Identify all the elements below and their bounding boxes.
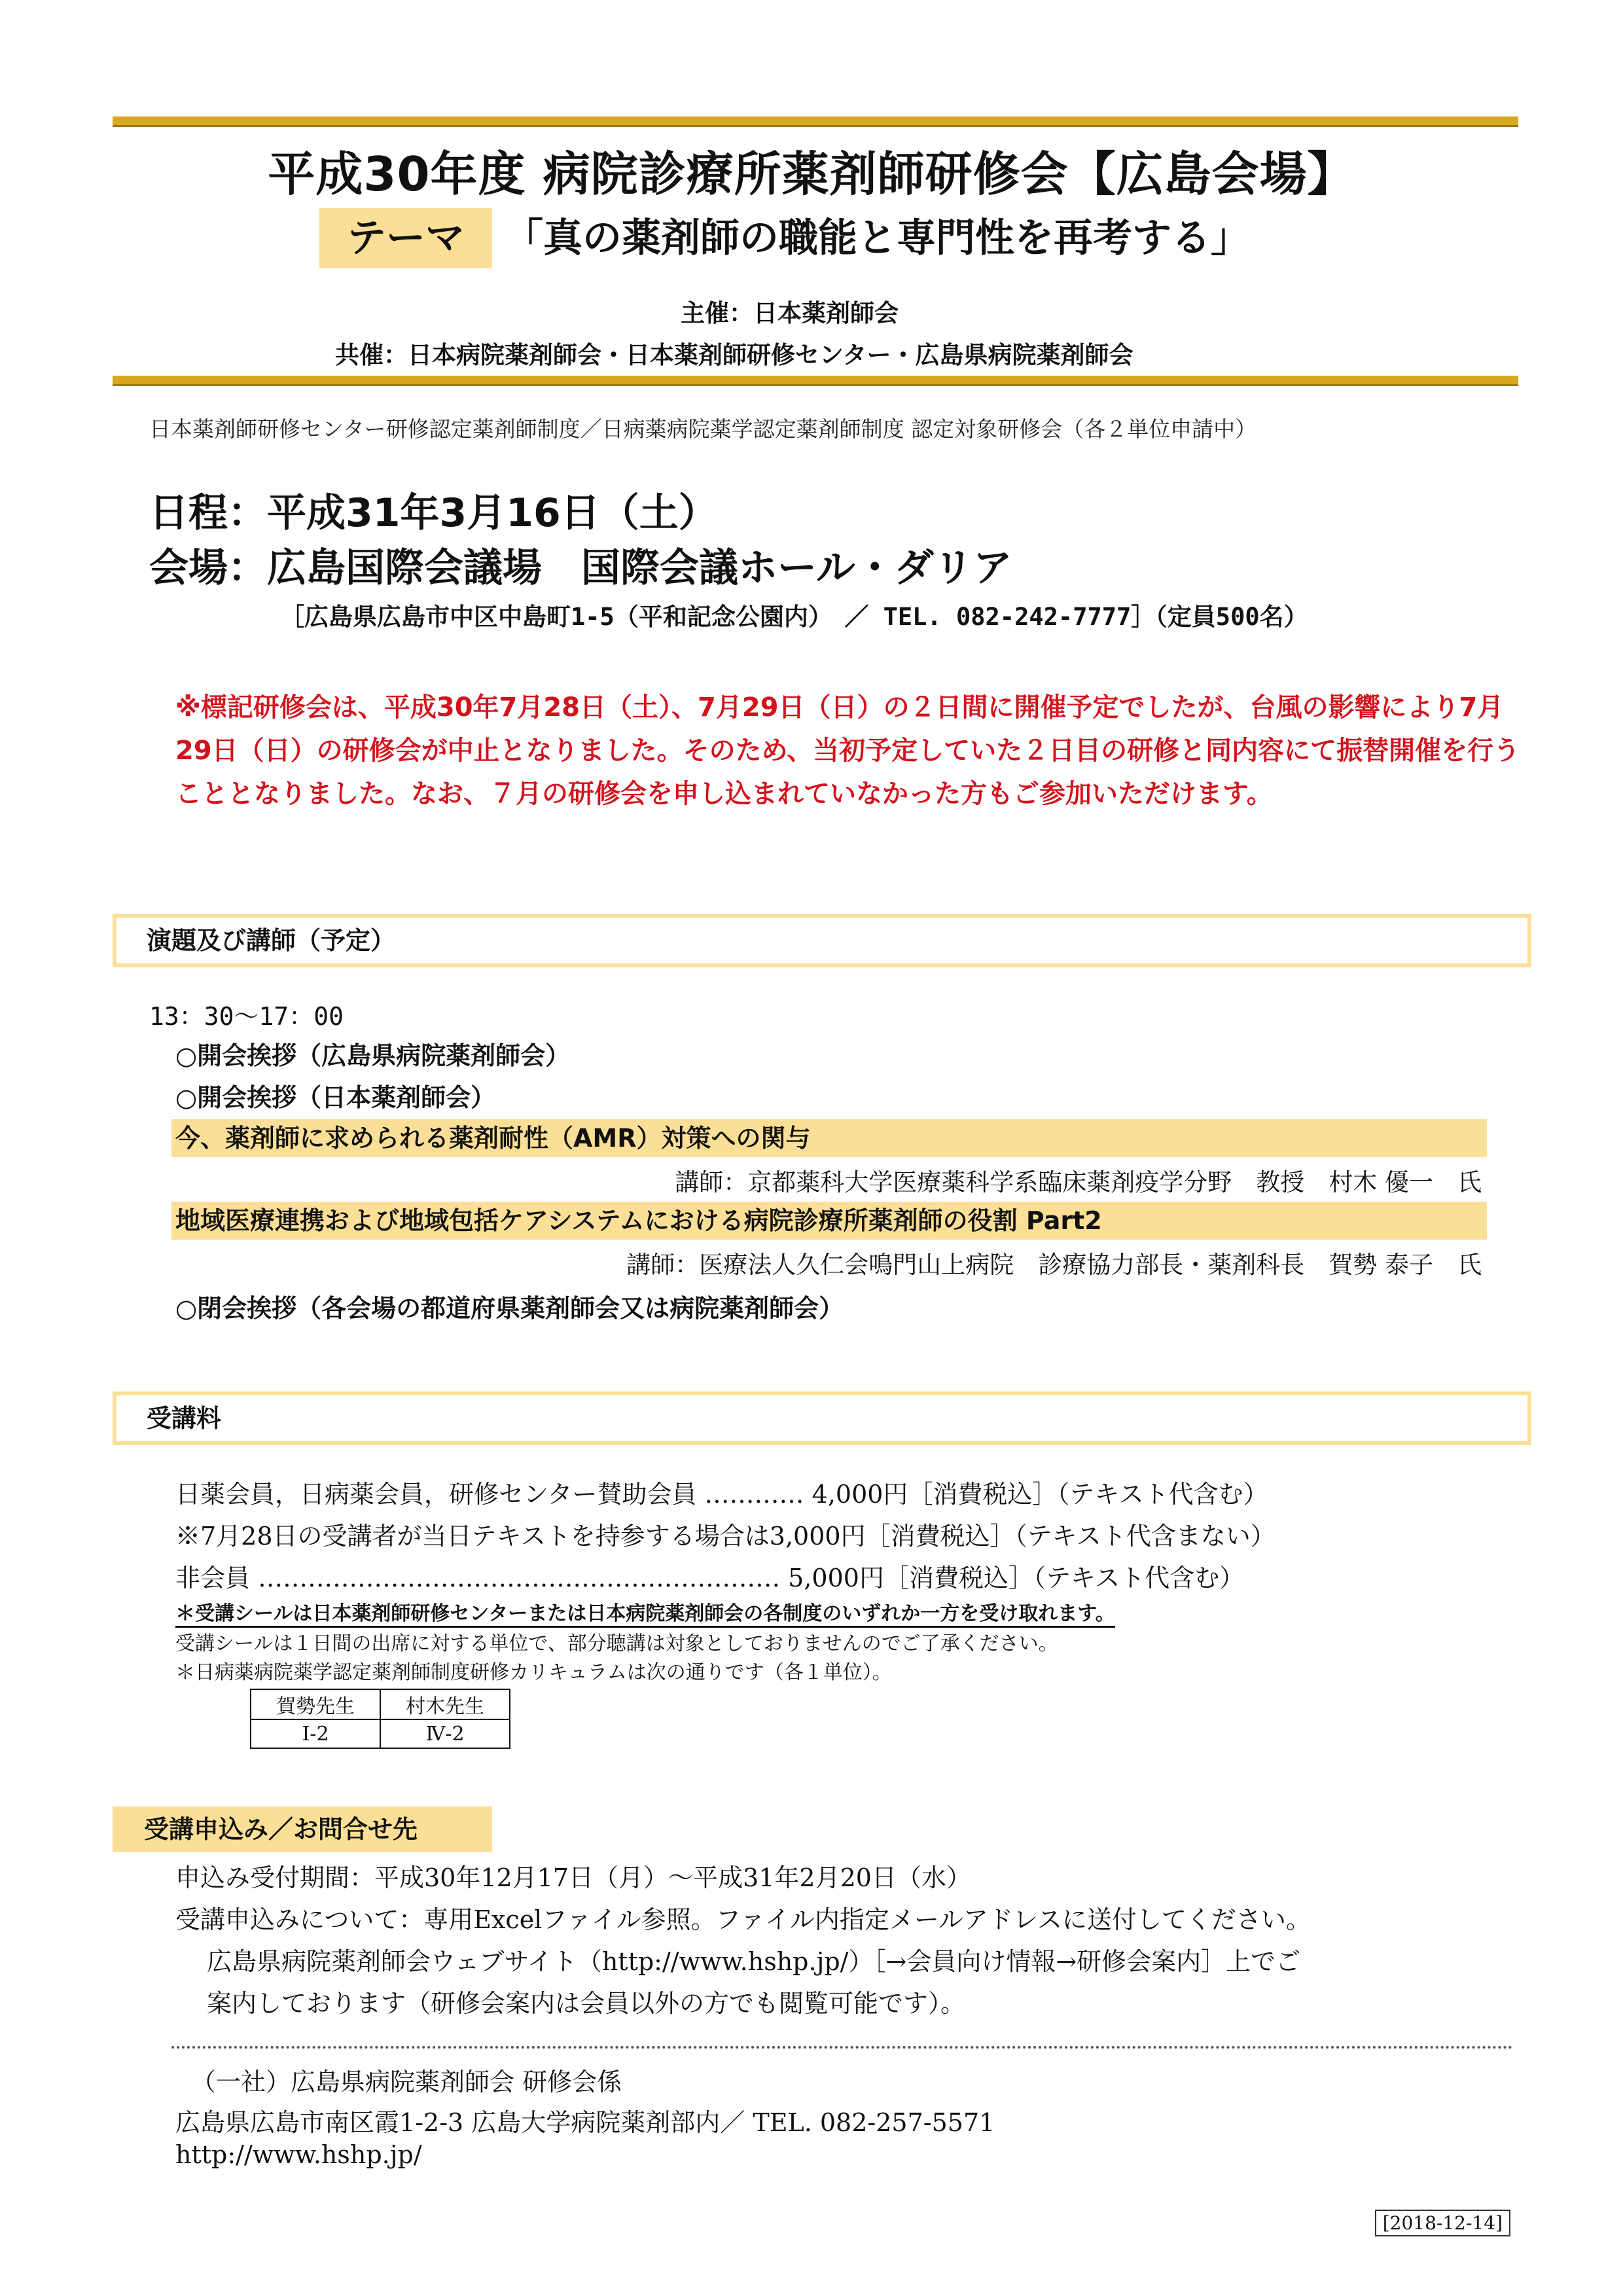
program-time: 13：30〜17：00: [149, 1002, 344, 1031]
venue-address: ［広島県広島市中区中島町1-5（平和記念公園内） ／ TEL. 082-242-7777］（定員500名）: [280, 603, 1308, 631]
program-section-label: 演題及び講師（予定）: [147, 926, 396, 955]
fee-section-header: [113, 1391, 1531, 1445]
event-venue: 会場：広島国際会議場 国際会議ホール・ダリア: [149, 545, 1012, 591]
bottom-gold-rule: [113, 376, 1518, 386]
theme-text: 「真の薬剤師の職能と専門性を再考する」: [504, 215, 1250, 261]
lecture-2-title: 地域医療連携および地域包括ケアシステムにおける病院診療所薬剤師の役割 Part2: [171, 1202, 1487, 1240]
fee-section-label: 受講料: [147, 1404, 222, 1433]
curriculum-header-muraki: 村木先生: [380, 1689, 510, 1719]
opening-remarks-1: ○開会挨拶（広島県病院薬剤師会）: [175, 1041, 571, 1070]
document-date: [2018-12-14]: [1375, 2210, 1510, 2236]
certification-note: 日本薬剤師研修センター研修認定薬剤師制度／日病薬病院薬学認定薬剤師制度 認定対象研修会（各２単位申請中）: [149, 416, 1257, 442]
fee-text-discount: ※7月28日の受講者が当日テキストを持参する場合は3,000円［消費税込］（テキスト代含まない）: [175, 1522, 1275, 1551]
fee-non-member: 非会員 ……………………………………………………… 5,000円［消費税込］（テキスト代含む）: [175, 1564, 1245, 1592]
curriculum-value-kase: Ⅰ-2: [251, 1719, 380, 1748]
organizer: 主催：日本薬剤師会: [681, 299, 899, 327]
rescheduling-notice: ※標記研修会は、平成30年7月28日（土）、7月29日（日）の２日間に開催予定でしたが、台風の影響により7月29日（日）の研修会が中止となりました。そのため、当初予定していた２日目の研修と同内容にて振替開催を行うこととなりました。なお、７月の研修会を申し込まれていなかった方もご参加いただけます。: [175, 692, 1520, 809]
contact-url[interactable]: http://www.hshp.jp/: [175, 2140, 422, 2169]
seal-note: ＊受講シールは日本薬剤師研修センターまたは日本病院薬剤師会の各制度のいずれか一方を受け取れます。: [175, 1597, 1115, 1628]
website-info-line-1: 広島県病院薬剤師会ウェブサイト（http://www.hshp.jp/）［→会員向け情報→研修会案内］上でご: [207, 1947, 1301, 1976]
closing-remarks: ○閉会挨拶（各会場の都道府県薬剤師会又は病院薬剤師会）: [175, 1294, 844, 1323]
theme-tag: テーマ: [319, 208, 492, 268]
fee-member: 日薬会員，日病薬会員，研修センター賛助会員 ………… 4,000円［消費税込］（テキスト代含む）: [175, 1480, 1268, 1509]
contact-address: 広島県広島市南区霞1-2-3 広島大学病院薬剤部内／ TEL. 082-257-5571: [175, 2108, 995, 2137]
application-method: 受講申込みについて：専用Excelファイル参照。ファイル内指定メールアドレスに送付してください。: [175, 1905, 1311, 1934]
curriculum-table: [250, 1689, 510, 1749]
program-section-header: [113, 914, 1531, 967]
opening-remarks-2: ○開会挨拶（日本薬剤師会）: [175, 1083, 496, 1112]
contact-org: （一社）広島県病院薬剤師会 研修会係: [191, 2068, 622, 2096]
unit-note: 受講シールは１日間の出席に対する単位で、部分聴講は対象としておりませんのでご了承ください。: [175, 1632, 1058, 1655]
application-section-label: 受講申込み／お問合せ先: [113, 1806, 492, 1852]
curriculum-header-kase: 賀勢先生: [251, 1689, 380, 1719]
lecture-2-speaker: 講師：医療法人久仁会鳴門山上病院 診療協力部長・薬剤科長 賀勢 泰子 氏: [626, 1251, 1482, 1279]
top-gold-rule: [113, 117, 1518, 127]
co-organizer: 共催：日本病院薬剤師会・日本薬剤師研修センター・広島県病院薬剤師会: [335, 341, 1133, 369]
application-period: 申込み受付期間：平成30年12月17日（月）〜平成31年2月20日（水）: [175, 1863, 971, 1892]
lecture-1-title: 今、薬剤師に求められる薬剤耐性（AMR）対策への関与: [171, 1119, 1487, 1157]
page-title: 平成30年度 病院診療所薬剤師研修会【広島会場】: [268, 147, 1355, 202]
website-info-line-2: 案内しております（研修会案内は会員以外の方でも閲覧可能です）。: [207, 1989, 966, 2018]
curriculum-value-muraki: Ⅳ-2: [380, 1719, 510, 1748]
lecture-1-speaker: 講師：京都薬科大学医療薬科学系臨床薬剤疫学分野 教授 村木 優一 氏: [675, 1168, 1482, 1196]
curriculum-note: ＊日病薬病院薬学認定薬剤師制度研修カリキュラムは次の通りです（各１単位）。: [175, 1661, 892, 1684]
dotted-divider: [171, 2046, 1513, 2049]
event-date: 日程：平成31年3月16日（土）: [149, 490, 718, 536]
